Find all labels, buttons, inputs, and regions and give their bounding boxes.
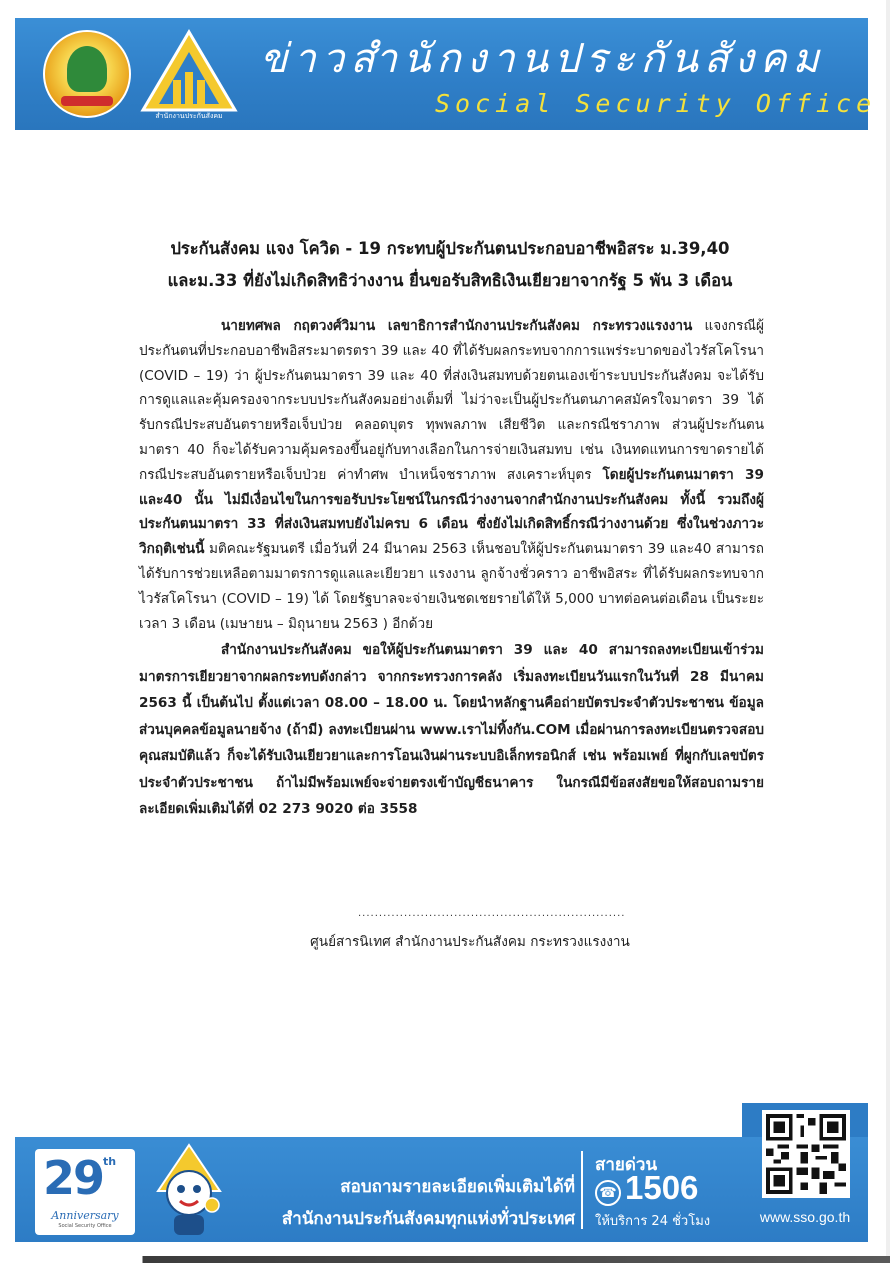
qr-code-icon — [762, 1110, 850, 1198]
paragraph-1-text: แจงกรณีผู้ประกันตนที่ประกอบอาชีพอิสระมาตรตรา 39 และ 40 ที่ได้รับผลกระทบจากการแพร่ระบาดของไวรัสโคโรนา (COVID – 19) ว่า ผู้ประกันตนมาตรา 39 และ 40 ที่ส่งเงินสมทบด้วยตนเองเข้าระบบประกันสังคม จะได้รับการดูแลและคุ้มครองจากระบบประกันสังคมอย่างเต็มที่ ไม่ว่าจะเป็นผู้ประกันตนภาคสมัครใจมาตรา 39 ได้รับกรณีประสบอันตรายหรือเจ็บป่วย คลอดบุตร ทุพพลภาพ เสียชีวิต และกรณีชราภาพ ส่วนผู้ประกันตนมาตรา 40 ก็จะได้รับความคุ้มครองขึ้นอยู่กับทางเลือกในการจ่ายเงินสมทบ เช่น เงินทดแทนการขาดรายได้ กรณีประสบอันตรายหรือเจ็บป่วย ค่าทำศพ บำเหน็จชราภาพ สงเคราะห์บุตร — [139, 318, 764, 483]
mascot-icon — [150, 1141, 228, 1239]
signature-text: ศูนย์สารนิเทศ สำนักงานประกันสังคม กระทรวงแรงงาน — [310, 934, 630, 950]
paragraph-2-text: สำนักงานประกันสังคม ขอให้ผู้ประกันตนมาตรา 39 และ 40 สามารถลงทะเบียนเข้าร่วมมาตรการเยียวยาจากผลกระทบดังกล่าว จากกระทรวงการคลัง เริ่มลงทะเบียนวันแรกในวันที่ 28 มีนาคม 2563 นี้ เป็นต้นไป ตั้งแต่เวลา 08.00 – 18.00 น. โดยนำหลักฐานคือถ่ายบัตรประจำตัวประชาชน ข้อมูลส่วนบุคคลข้อมูลนายจ้าง (ถ้ามี) ลงทะเบียนผ่าน www.เราไม่ทิ้งกัน.COM เมื่อผ่านการลงทะเบียนตรวจสอบคุณสมบัติแล้ว ก็จะได้รับเงินเยียวยาและการโอนเงินผ่านระบบอิเล็กทรอนิกส์ เช่น พร้อมเพย์ ที่ผูกกับเลขบัตรประจำตัวประชาชน ถ้าไม่มีพร้อมเพย์จะจ่ายตรงเข้าบัญชีธนาคาร ในกรณีมีข้อสงสัยขอให้สอบถามรายละเอียดเพิ่มเติมได้ที่ 02 273 9020 ต่อ 3558 — [139, 642, 764, 818]
anniversary-label: Anniversary — [51, 1209, 119, 1222]
header-banner — [15, 18, 877, 130]
footer-banner — [15, 1137, 868, 1242]
anniversary-sub: Social Security Office — [58, 1223, 112, 1229]
paragraph-1-lead: นายทศพล กฤตวงศ์วิมาน เลขาธิการสำนักงานประกันสังคม กระทรวงแรงงาน — [221, 318, 693, 334]
footer-contact-line-1: สอบถามรายละเอียดเพิ่มเติมได้ที่ — [340, 1177, 575, 1197]
hotline-service-hours: ให้บริการ 24 ชั่วโมง — [595, 1214, 711, 1229]
header-title-english: Social Security Office — [435, 89, 877, 118]
paragraph-2 — [139, 637, 764, 823]
hotline-number: 1506 — [625, 1169, 699, 1206]
page-bottom-shadow — [0, 1256, 890, 1263]
header-title-thai: ข่าวสำนักงานประกันสังคม — [260, 36, 826, 82]
page-edge-shadow — [886, 0, 890, 1256]
sso-logo-icon — [139, 28, 239, 124]
anniversary-suffix: th — [103, 1155, 117, 1168]
phone-icon: ☎ — [595, 1180, 621, 1206]
sso-logo-caption: สำนักงานประกันสังคม — [155, 112, 223, 120]
government-emblem-logo — [43, 30, 131, 118]
headline-line-1: ประกันสังคม แจง โควิด - 19 กระทบผู้ประกันตนประกอบอาชีพอิสระ ม.39,40 — [170, 239, 730, 258]
headline-line-2: และม.33 ที่ยังไม่เกิดสิทธิว่างงาน ยื่นขอรับสิทธิเงินเยียวยาจากรัฐ 5 พัน 3 เดือน — [167, 271, 733, 290]
news-headline — [120, 233, 780, 297]
paragraph-1-bold: โดยผู้ประกันตนมาตรา 39 และ40 นั้น ไม่มีเงื่อนไขในการขอรับประโยชน์ในกรณีว่างงานจากสำนักงานประกันสังคม ทั้งนี้ รวมถึงผู้ประกันตนมาตรา 33 ที่ส่งเงินสมทบยังไม่ครบ 6 เดือน ซึ่งยังไม่เกิดสิทธิ์กรณีว่างงานด้วย ซึ่งในช่วงภาวะวิกฤติเช่นนี้ — [139, 466, 764, 558]
anniversary-logo — [35, 1149, 135, 1235]
footer-divider — [581, 1151, 583, 1229]
footer-contact-line-2: สำนักงานประกันสังคมทุกแห่งทั่วประเทศ — [281, 1209, 575, 1229]
paragraph-1-text-2: มติคณะรัฐมนตรี เมื่อวันที่ 24 มีนาคม 2563 เห็นชอบให้ผู้ประกันตนมาตรา 39 และ40 สามารถได้รับการช่วยเหลือตามมาตรการดูแลและเยียวยา แรงงาน ลูกจ้างชั่วคราว อาชีพอิสระ ที่ได้รับผลกระทบจากไวรัสโคโรนา (COVID – 19) ได้ โดยรัฐบาลจะจ่ายเงินชดเชยรายได้ให้ 5,000 บาทต่อคนต่อเดือน เป็นระยะเวลา 3 เดือน (เมษายน – มิถุนายน 2563 ) อีกด้วย — [139, 541, 764, 632]
article-body — [139, 314, 764, 823]
website-link[interactable]: www.sso.go.th — [759, 1209, 851, 1225]
anniversary-number: 29 — [43, 1151, 104, 1205]
hotline-label: สายด่วน — [595, 1155, 658, 1175]
paragraph-1 — [139, 314, 764, 636]
signature-dotted-line: ................................................................ — [358, 908, 626, 919]
